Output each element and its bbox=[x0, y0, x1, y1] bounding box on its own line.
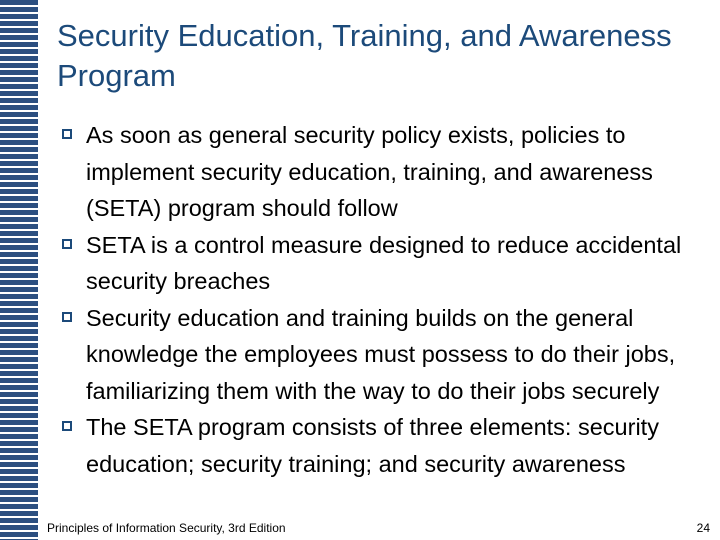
bullet-item bbox=[62, 409, 702, 482]
bullet-text: As soon as general security policy exists, policies to implement security education, training, and awareness (SETA) program should follow bbox=[86, 122, 653, 221]
square-bullet-icon bbox=[62, 312, 72, 322]
bullet-item bbox=[62, 227, 702, 300]
bullet-text: SETA is a control measure designed to reduce accidental security breaches bbox=[86, 231, 682, 294]
bullet-item bbox=[62, 117, 702, 227]
slide-title: Security Education, Training, and Awareness Program bbox=[57, 18, 672, 93]
bullet-text: Security education and training builds on the general knowledge the employees must possess to do their jobs, familiarizing them with the way to do their jobs securely bbox=[86, 304, 676, 404]
page-number: 24 bbox=[696, 521, 710, 535]
bullet-list bbox=[62, 117, 702, 482]
square-bullet-icon bbox=[62, 239, 72, 249]
slide-footer: Principles of Information Security, 3rd Edition bbox=[47, 521, 286, 535]
square-bullet-icon bbox=[62, 129, 72, 139]
decorative-stripe-bar bbox=[0, 0, 41, 540]
square-bullet-icon bbox=[62, 421, 72, 431]
bullet-text: The SETA program consists of three elements: security education; security training; and security awareness bbox=[86, 414, 659, 477]
bullet-item bbox=[62, 300, 702, 410]
